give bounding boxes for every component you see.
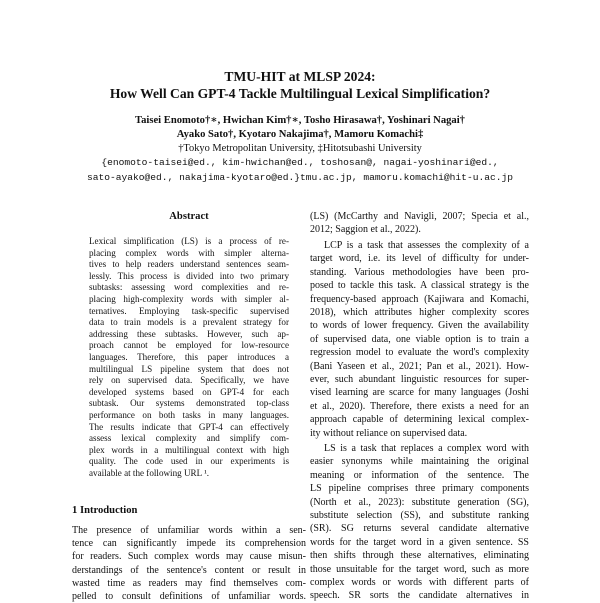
body-line: et al., 2020). Therefore, there exists a need for an (310, 400, 529, 412)
body-line: posed to tackle this task. A classical strategy is the (310, 280, 529, 292)
abstract-line: placing high-complexity words with simpler al- (89, 294, 289, 304)
abstract-line: addressing these subtasks. However, such ap- (89, 328, 289, 339)
intro-line: for readers. Such complex words may cause misun- (72, 551, 306, 563)
abstract-line: quality. The code used in our experiments is (89, 456, 289, 467)
body-line: speech. SR sorts the candidate alternatives in (310, 590, 529, 602)
abstract-line: data to train models is a prevalent strategy for (89, 317, 289, 328)
affiliation: †Tokyo Metropolitan University, ‡Hitotsubashi University (178, 143, 422, 154)
abstract-line: multilingual LS pipeline system that does not (89, 363, 289, 374)
paper-title-line-2: How Well Can GPT-4 Tackle Multilingual Lexical Simplification? (109, 86, 491, 101)
body-line: standing. Various methodologies have been pro- (310, 266, 529, 278)
body-line: (North et al., 2023): substitute generation (SG), (310, 496, 529, 508)
author-line-1: Taisei Enomoto†∗, Hwichan Kim†∗, Tosho Hirasawa†, Yoshinari Nagai† (135, 115, 465, 126)
body-line: words for the target word in a given sentence. SS (310, 536, 529, 548)
abstract-line: lessly. This process is divided into two primary (89, 270, 289, 281)
abstract-line: developed systems based on GPT-4 for each (89, 386, 289, 397)
body-line: LS is a task that replaces a complex word with (324, 443, 529, 454)
intro-line: derstandings of the sentence's content or result in (72, 564, 306, 576)
body-line: approach capable of determining lexical complex- (310, 414, 529, 426)
abstract-line: performance on both tasks in many languages. (89, 410, 289, 420)
email-line-1: {enomoto-taisei@ed., kim-hwichan@ed., toshosan@, nagai-yoshinari@ed., (101, 157, 499, 168)
body-line: (Bani Yaseen et al., 2021; Pan et al., 2021). How- (310, 360, 529, 372)
body-line: ity without reliance on supervised data. (310, 427, 468, 439)
body-line: substitute selection (SS), and substitute ranking (310, 510, 529, 521)
body-line: (LS) (McCarthy and Navigli, 2007; Specia et al., (310, 211, 529, 222)
body-line: frequency-based approach (Kajiwara and Komachi, (310, 293, 529, 305)
body-line: regression model to evaluate the word's complexity (310, 347, 529, 359)
abstract-line: assess lexical complexity and simplify com- (89, 433, 289, 444)
abstract-line: plex words in a multilingual context with high (89, 444, 289, 455)
abstract-line: available at the following URL ¹. (89, 468, 210, 478)
intro-line: wasted time as readers may find themselves com- (72, 577, 306, 589)
body-line: vised learning are scarce for many languages (Joshi (310, 387, 529, 399)
intro-line: The presence of unfamiliar words within a sen- (72, 525, 306, 536)
abstract-line: placing complex words with simpler alterna- (89, 247, 289, 258)
abstract-line: The results indicate that GPT-4 can effectively (89, 421, 289, 432)
intro-line: pelled to consult definitions of unfamiliar words. (72, 591, 306, 602)
email-line-2: sato-ayako@ed., nakajima-kyotaro@ed.}tmu.ac.jp, mamoru.komachi@hit-u.ac.jp (86, 172, 514, 183)
introduction-heading: 1 Introduction (72, 505, 138, 516)
body-line: LS pipeline comprises three primary components (310, 483, 529, 495)
abstract-line: ternatives. Employing task-specific supervised (89, 305, 289, 316)
body-line: to words of lower frequency. Given the availability (310, 320, 529, 332)
body-line: complex words or words with different parts of (310, 577, 529, 588)
body-line: 2012; Saggion et al., 2022). (310, 224, 421, 236)
body-line: easier synonyms while maintaining the original (310, 456, 529, 468)
abstract-heading: Abstract (169, 211, 209, 222)
paper-title-line-1: TMU-HIT at MLSP 2024: (224, 69, 376, 84)
body-line: LCP is a task that assesses the complexity of a (324, 240, 529, 251)
body-line: ever, such abundant linguistic resources for super- (310, 374, 529, 385)
abstract-line: rely on supervised data. Specifically, we have (89, 375, 289, 386)
body-line: (SR). SG returns several candidate alternative (310, 523, 529, 535)
body-line: then shifts through these alternatives, eliminating (310, 550, 529, 562)
abstract-line: tives to help readers understand sentences seam- (89, 259, 289, 270)
abstract-line: subtasks: assessing word complexities and re- (89, 282, 289, 293)
body-line: meaning or information of the sentence. The (310, 469, 529, 481)
body-line: 2018), which attributes higher complexity scores (310, 307, 529, 318)
abstract-line: proach cannot be employed for low-resource (89, 340, 289, 351)
body-line: target word, i.e. its level of difficulty for under- (310, 253, 529, 265)
body-line: those unsuitable for the target word, such as more (310, 563, 529, 575)
abstract-line: languages. Therefore, this paper introduces a (89, 352, 289, 362)
author-line-2: Ayako Sato†, Kyotaro Nakajima†, Mamoru Komachi‡ (176, 129, 424, 140)
body-line: of supervised data, one viable option is to train a (310, 333, 529, 345)
abstract-line: Lexical simplification (LS) is a process of re- (89, 236, 289, 246)
intro-line: tence can significantly impede its comprehension (72, 538, 306, 550)
abstract-line: subtask. Our systems demonstrated top-class (89, 398, 289, 409)
